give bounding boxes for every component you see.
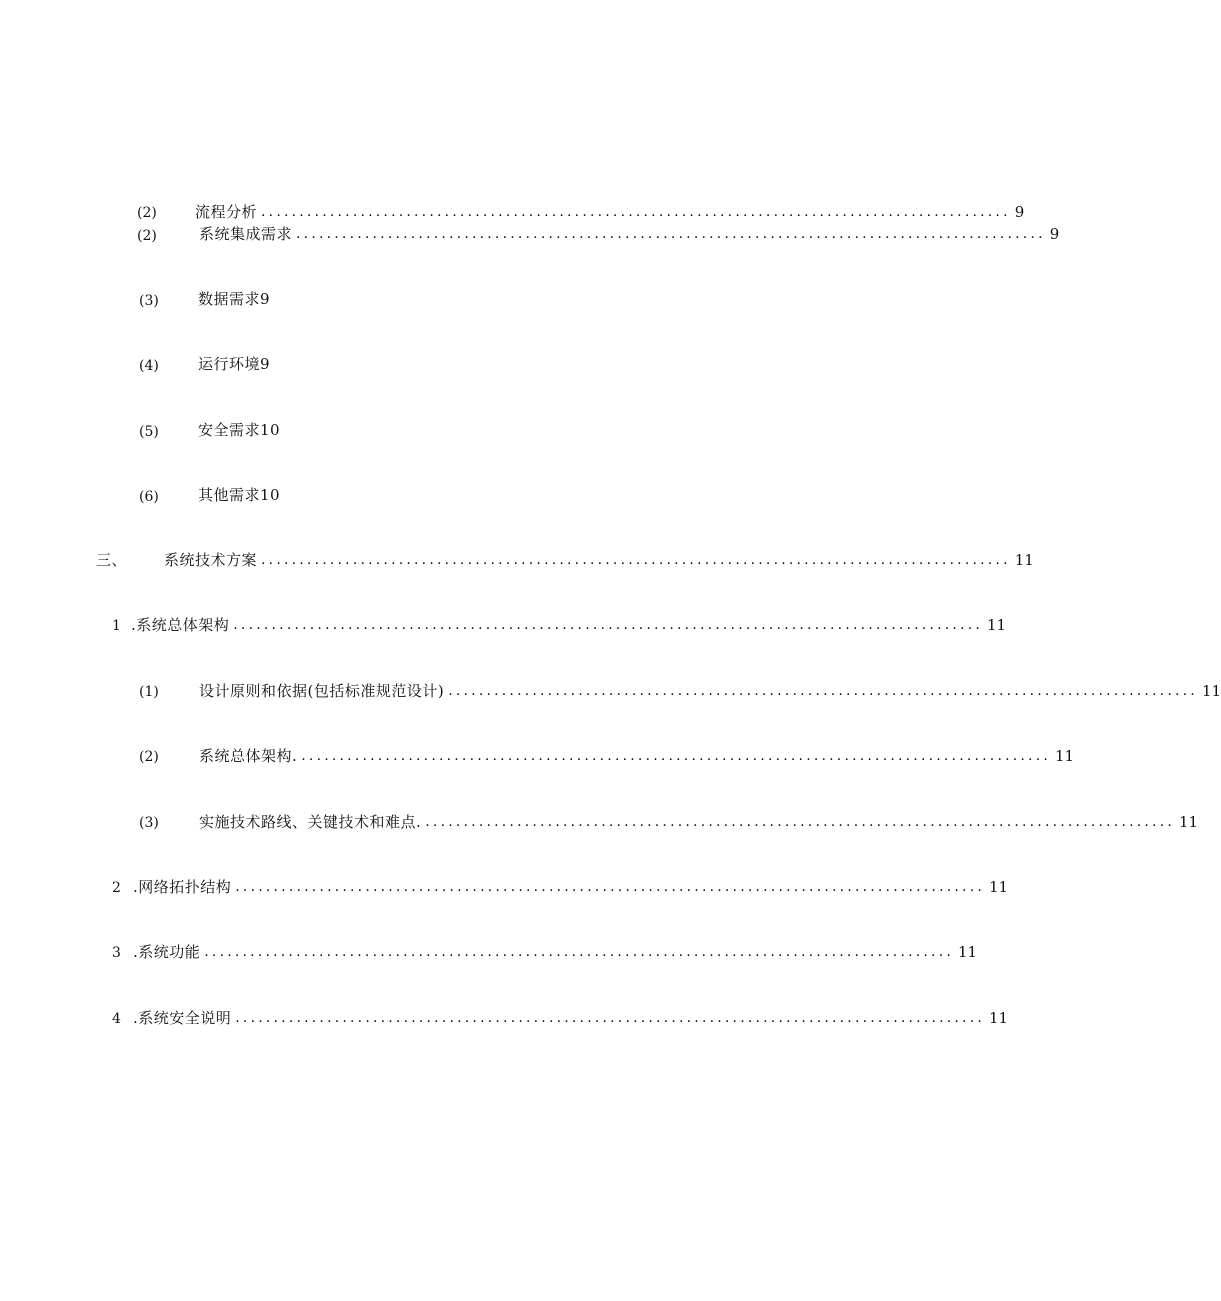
toc-leader-dots: .................................................................................................. — [425, 814, 1176, 830]
toc-entry-page: 9 — [1014, 203, 1025, 221]
toc-entry-title[interactable]: 其他需求10 — [198, 486, 281, 504]
toc-entry-title: 系统总体架构. — [199, 747, 298, 765]
toc-entry-number: (2) — [137, 228, 157, 244]
toc-entry-page: 11 — [989, 1009, 1009, 1027]
toc-entry-number: 3 — [112, 945, 121, 961]
toc-entry-page: 9 — [1049, 225, 1060, 243]
toc-entry[interactable] — [133, 943, 978, 961]
toc-leader-dots: .................................................................................................. — [261, 552, 1011, 568]
toc-entry-number: (3) — [139, 815, 159, 831]
toc-leader-dots: .................................................................................................. — [296, 226, 1046, 242]
toc-entry-title: 系统技术方案 — [164, 551, 258, 569]
toc-entry-title: 系统集成需求 — [199, 225, 293, 243]
toc-entry-title: .系统安全说明 — [133, 1009, 232, 1027]
toc-leader-dots: .................................................................................................. — [261, 204, 1011, 220]
toc-entry-title: 设计原则和依据(包括标准规范设计) — [199, 682, 445, 700]
toc-entry[interactable] — [133, 878, 1009, 896]
toc-entry-number: 2 — [112, 880, 121, 896]
toc-entry-title: .网络拓扑结构 — [133, 878, 232, 896]
toc-entry-title[interactable]: 运行环境9 — [198, 355, 271, 373]
toc-entry-page: 11 — [1014, 551, 1034, 569]
toc-entry[interactable] — [199, 747, 1075, 765]
toc-entry[interactable] — [199, 225, 1060, 243]
toc-entry-title: .系统功能 — [133, 943, 201, 961]
toc-leader-dots: .................................................................................................. — [235, 879, 986, 895]
toc-entry-title: .系统总体架构 — [131, 616, 230, 634]
toc-entry[interactable] — [199, 682, 1221, 700]
toc-entry[interactable] — [199, 813, 1199, 831]
toc-entry-number: (3) — [139, 293, 159, 309]
toc-entry-number: (6) — [139, 489, 159, 505]
toc-leader-dots: .................................................................................................. — [301, 748, 1052, 764]
toc-entry[interactable] — [164, 551, 1034, 569]
toc-entry-page: 11 — [1179, 813, 1199, 831]
toc-entry-page: 11 — [1201, 682, 1221, 700]
toc-entry-title: 流程分析 — [195, 203, 258, 221]
toc-entry-number: (4) — [139, 358, 159, 374]
toc-entry-number: (2) — [137, 205, 157, 221]
toc-entry-title[interactable]: 数据需求9 — [198, 290, 271, 308]
toc-entry-number: (1) — [139, 684, 159, 700]
toc-entry-number: 1 — [112, 618, 121, 634]
toc-entry-page: 11 — [958, 943, 978, 961]
toc-entry[interactable] — [131, 616, 1007, 634]
toc-leader-dots: .................................................................................................. — [235, 1010, 986, 1026]
toc-entry-page: 11 — [989, 878, 1009, 896]
toc-leader-dots: .................................................................................................. — [204, 944, 955, 960]
toc-entry-number: 三、 — [96, 551, 128, 569]
toc-entry-number: (5) — [139, 424, 159, 440]
toc-entry-title: 实施技术路线、关键技术和难点. — [199, 813, 422, 831]
toc-entry[interactable] — [195, 203, 1025, 221]
toc-entry-number: 4 — [112, 1011, 121, 1027]
toc-entry-page: 11 — [1055, 747, 1075, 765]
toc-entry[interactable] — [133, 1009, 1009, 1027]
toc-entry-page: 11 — [987, 616, 1007, 634]
toc-entry-number: (2) — [139, 749, 159, 765]
toc-leader-dots: .................................................................................................. — [233, 617, 984, 633]
toc-leader-dots: .................................................................................................. — [448, 683, 1198, 699]
toc-entry-title[interactable]: 安全需求10 — [198, 421, 281, 439]
